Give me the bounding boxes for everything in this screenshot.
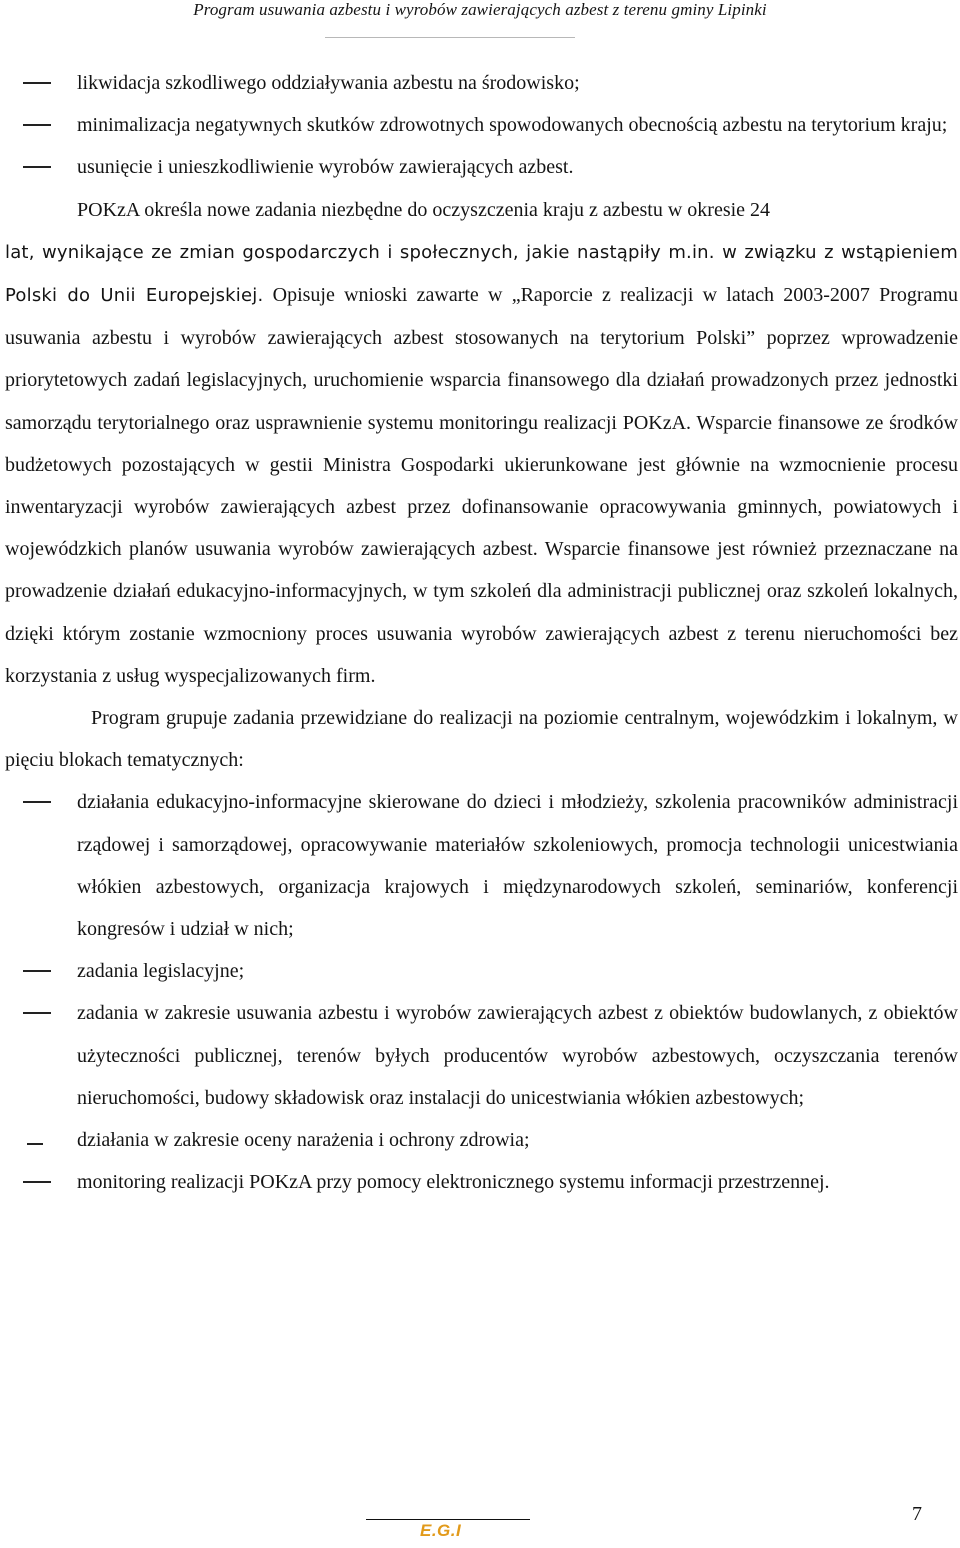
page-number: 7 <box>912 1503 922 1525</box>
list-item <box>5 950 958 992</box>
paragraph-program: Program grupuje zadania przewidziane do realizacji na poziomie centralnym, wojewódzkim i lokalnym, w pięciu blokach tematycznych: <box>5 707 958 772</box>
list-item-text: minimalizacja negatywnych skutków zdrowotnych spowodowanych obecnością azbestu na terytorium kraju; <box>77 114 948 137</box>
list-item-text: działania edukacyjno-informacyjne skierowane do dzieci i młodzieży, szkolenia pracowników administracji rządowej i samorządowej, opracowywanie materiałów szkoleniowych, promocja technologii unicestwiania włókien azbestowych, organizacja krajowych i międzynarodowych szkoleń, seminariów, konferencji kongresów i udział w nich; <box>77 791 958 941</box>
list-item-text: działania w zakresie oceny narażenia i ochrony zdrowia; <box>77 1129 530 1152</box>
list-item <box>5 1161 958 1203</box>
list-item <box>5 62 958 104</box>
footer-logo-mark: E.G.I <box>420 1521 462 1540</box>
list-item-text: zadania legislacyjne; <box>77 960 245 983</box>
dash-bullet-icon <box>27 1143 43 1145</box>
dash-bullet-icon <box>23 801 51 803</box>
list-item <box>5 146 958 188</box>
paragraph-text: Opisuje wnioski zawarte w „Raporcie z realizacji w latach 2003-2007 Programu usuwania azbestu i wyrobów zawierających azbest stosowanych na terytorium Polski” poprzez wprowadzenie priorytetowych zadań legislacyjnych, uruchomienie wsparcia finansowego dla działań prowadzonych przez jednostki samorządu terytorialnego oraz usprawnienie systemu monitoringu realizacji POKzA. Wsparcie finansowe ze środków budżetowych pozostających w gestii Ministra Gospodarki ukierunkowane jest głównie na wzmocnienie procesu inwentaryzacji wyrobów zawierających azbest przez dofinansowanie opracowywania gminnych, powiatowych i wojewódzkich planów usuwania wyrobów zawierających azbest. Wsparcie finansowe jest również przeznaczane na prowadzenie działań edukacyjno-informacyjnych, w tym szkoleń dla administracji publicznej oraz szkoleń lokalnych, dzięki którym zostanie wzmocniony proces usuwania wyrobów zawierających azbest z terenu nieruchomości bez korzystania z usług wyspecjalizowanych firm. <box>5 284 959 687</box>
list-item-text: monitoring realizacji POKzA przy pomocy elektronicznego systemu informacji przestrzennej. <box>77 1171 830 1194</box>
dash-bullet-icon <box>23 124 51 126</box>
dash-bullet-icon <box>23 82 51 84</box>
paragraph-sans-text: lat, wynikające ze zmian gospodarczych i społecznych, jakie nastąpiły m.in. w związku z wstąpieniem Polski do Unii Europejskiej. <box>5 241 958 307</box>
dash-bullet-icon <box>23 970 51 972</box>
list-item <box>5 781 958 950</box>
paragraph-line: POKzA określa nowe zadania niezbędne do oczyszczenia kraju z azbestu w okresie 24 <box>77 198 771 221</box>
header-divider <box>325 37 575 38</box>
dash-bullet-icon <box>23 1181 51 1183</box>
list-item-text: likwidacja szkodliwego oddziaływania azbestu na środowisko; <box>77 72 580 94</box>
list-item <box>5 104 958 146</box>
header-title: Program usuwania azbestu i wyrobów zawierających azbest z terenu gminy Lipinki <box>193 0 767 19</box>
list-item <box>5 1119 958 1161</box>
dash-bullet-icon <box>23 166 51 168</box>
paragraph-pokza <box>5 189 958 697</box>
list-item-text: zadania w zakresie usuwania azbestu i wyrobów zawierających azbest z obiektów budowlanych, z obiektów użyteczności publicznej, terenów byłych producentów wyrobów azbestowych, oczyszczania terenów nieruchomości, budowy składowisk oraz instalacji do unicestwiania włókien azbestowych; <box>77 1002 958 1109</box>
list-item <box>5 992 958 1119</box>
dash-bullet-icon <box>23 1012 51 1014</box>
page-header <box>120 0 840 40</box>
footer-divider <box>366 1519 530 1520</box>
list-item-text: usunięcie i unieszkodliwienie wyrobów zawierających azbest. <box>77 156 574 179</box>
page-content <box>5 62 958 1203</box>
